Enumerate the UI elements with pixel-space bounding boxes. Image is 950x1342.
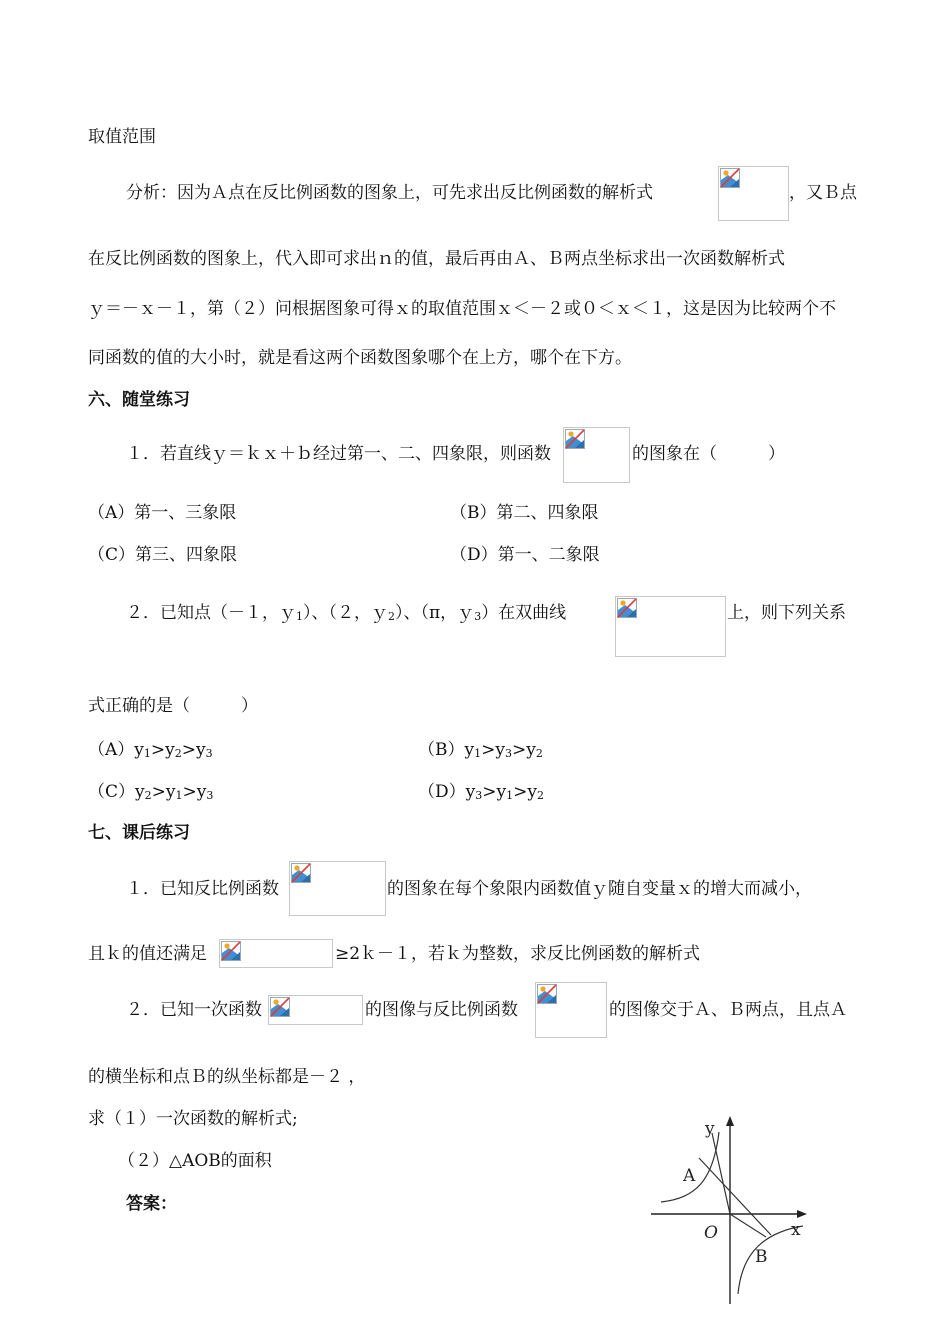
formula-image xyxy=(268,995,363,1025)
analysis-line: 分析：因为Ａ点在反比例函数的图象上，可先求出反比例函数的解析式 xyxy=(126,183,653,203)
question-text: 且ｋ的值还满足 xyxy=(88,944,207,964)
question-text: ２．已知点（－１，ｙ$_1$）、（２，ｙ$_2$）、（π，ｙ$_3$）在双曲线 xyxy=(126,603,567,623)
formula-image xyxy=(563,427,630,483)
question-text: ≥2ｋ－１，若ｋ为整数，求反比例函数的解析式 xyxy=(335,944,701,964)
broken-image-icon xyxy=(720,168,740,188)
question-text: 求（１）一次函数的解析式; xyxy=(88,1109,298,1129)
answer-label: 答案： xyxy=(126,1194,177,1214)
question-text: １．若直线ｙ＝ｋｘ＋ｂ经过第一、二、四象限，则函数 xyxy=(126,444,551,464)
question-text: 的图像交于Ａ、Ｂ两点，且点Ａ xyxy=(609,1000,847,1020)
option-c: $(C)y_2>y_1>y_3$ xyxy=(88,782,214,802)
section-heading: 七、课后练习 xyxy=(88,823,190,843)
question-text: 上，则下列关系 xyxy=(727,603,846,623)
y-axis-label: y xyxy=(705,1119,715,1139)
formula-image xyxy=(289,861,386,916)
option-c: （C）第三、四象限 xyxy=(88,545,238,565)
line-ao xyxy=(712,1133,730,1214)
question-text: １．已知反比例函数 xyxy=(126,879,279,899)
broken-image-icon xyxy=(565,429,585,449)
option-d: $(D)y_3>y_1>y_2$ xyxy=(418,782,544,802)
question-text: 式正确的是（ ） xyxy=(88,696,258,716)
question-text: 的图象在每个象限内函数值ｙ随自变量ｘ的增大而减小， xyxy=(387,879,812,899)
broken-image-icon xyxy=(537,984,557,1004)
point-b-label: B xyxy=(755,1247,768,1267)
question-text: 的图像与反比例函数 xyxy=(365,1000,518,1020)
question-text: ２．已知一次函数 xyxy=(126,1000,262,1020)
y-axis-arrow xyxy=(726,1116,734,1126)
text-line: 在反比例函数的图象上，代入即可求出ｎ的值，最后再由Ａ、Ｂ两点坐标求出一次函数解析式 xyxy=(88,249,785,269)
broken-image-icon xyxy=(221,941,241,961)
point-a-label: A xyxy=(683,1166,696,1186)
question-text: 的横坐标和点Ｂ的纵坐标都是－２ ， xyxy=(88,1067,366,1087)
option-b: $(B)y_1>y_3>y_2$ xyxy=(418,740,543,760)
question-text: 的图象在（ ） xyxy=(632,444,785,464)
option-a: （A）第一、三象限 xyxy=(88,503,237,523)
function-graph xyxy=(645,1112,820,1307)
section-heading: 六、随堂练习 xyxy=(88,390,190,410)
x-axis-label: x xyxy=(791,1220,801,1240)
broken-image-icon xyxy=(617,598,637,618)
question-text: （２）△AOB的面积 xyxy=(118,1151,272,1171)
line-ob xyxy=(730,1214,766,1237)
option-a: $(A)y_1>y_2>y_3$ xyxy=(88,740,213,760)
origin-label: O xyxy=(704,1223,718,1243)
text-line: ，又Ｂ点 xyxy=(789,183,857,203)
broken-image-icon xyxy=(291,863,311,883)
formula-image xyxy=(219,939,333,968)
x-axis-arrow xyxy=(797,1210,807,1218)
formula-image xyxy=(615,596,726,657)
option-d: （D）第一、二象限 xyxy=(450,545,600,565)
formula-image xyxy=(535,982,607,1038)
text-line: 取值范围 xyxy=(88,127,156,147)
formula-image xyxy=(718,166,789,221)
text-line: 同函数的值的大小时，就是看这两个函数图象哪个在上方，哪个在下方。 xyxy=(88,348,632,368)
text-line: ｙ＝－ｘ－１，第（２）问根据图象可得ｘ的取值范围ｘ＜－２或０＜ｘ＜１，这是因为比较两个不 xyxy=(88,299,836,319)
broken-image-icon xyxy=(270,997,290,1017)
option-b: （B）第二、四象限 xyxy=(450,503,599,523)
